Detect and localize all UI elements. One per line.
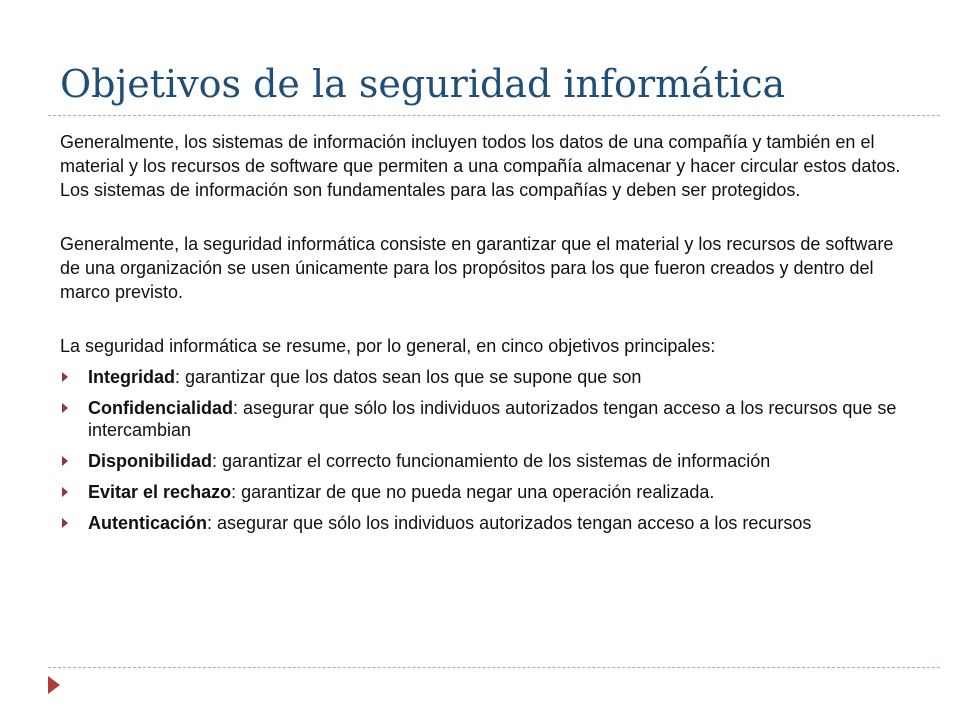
slide-body <box>60 130 910 543</box>
triangle-right-icon <box>62 518 68 528</box>
objective-term: Evitar el rechazo <box>88 482 232 502</box>
paragraph-objectives-lead: La seguridad informática se resume, por lo general, en cinco objetivos principales: <box>60 336 716 356</box>
paragraph-intro: Generalmente, los sistemas de información incluyen todos los datos de una compañía y también en el material y los recursos de software que permiten a una compañía almacenar y hacer circular estos datos. Los sistemas de información son fundamentales para las compañías y deben ser protegidos. <box>60 132 901 200</box>
list-item <box>60 481 910 503</box>
next-slide-icon[interactable] <box>48 676 60 694</box>
objective-term: Disponibilidad <box>88 451 212 471</box>
top-divider <box>48 115 940 116</box>
objective-text: : garantizar que los datos sean los que se supone que son <box>175 367 642 387</box>
triangle-right-icon <box>62 403 68 413</box>
list-item <box>60 366 910 388</box>
objectives-list <box>60 366 910 534</box>
objective-text: : asegurar que sólo los individuos autorizados tengan acceso a los recursos <box>207 513 812 533</box>
list-item <box>60 397 910 441</box>
objective-term: Autenticación <box>88 513 208 533</box>
list-item <box>60 512 910 534</box>
triangle-right-icon <box>62 487 68 497</box>
slide-title: Objetivos de la seguridad informática <box>60 62 786 106</box>
paragraph-definition: Generalmente, la seguridad informática consiste en garantizar que el material y los recursos de software de una organización se usen únicamente para los propósitos para los que fueron creados y dentro del marco previsto. <box>60 234 894 302</box>
list-item <box>60 450 910 472</box>
objective-text: : garantizar el correcto funcionamiento de los sistemas de información <box>212 451 771 471</box>
triangle-right-icon <box>62 456 68 466</box>
objective-text: : garantizar de que no pueda negar una operación realizada. <box>231 482 715 502</box>
objective-term: Integridad <box>88 367 176 387</box>
objective-term: Confidencialidad <box>88 398 234 418</box>
bottom-divider <box>48 667 940 668</box>
objective-text: : asegurar que sólo los individuos autorizados tengan acceso a los recursos que se intercambian <box>88 398 897 440</box>
triangle-right-icon <box>62 372 68 382</box>
